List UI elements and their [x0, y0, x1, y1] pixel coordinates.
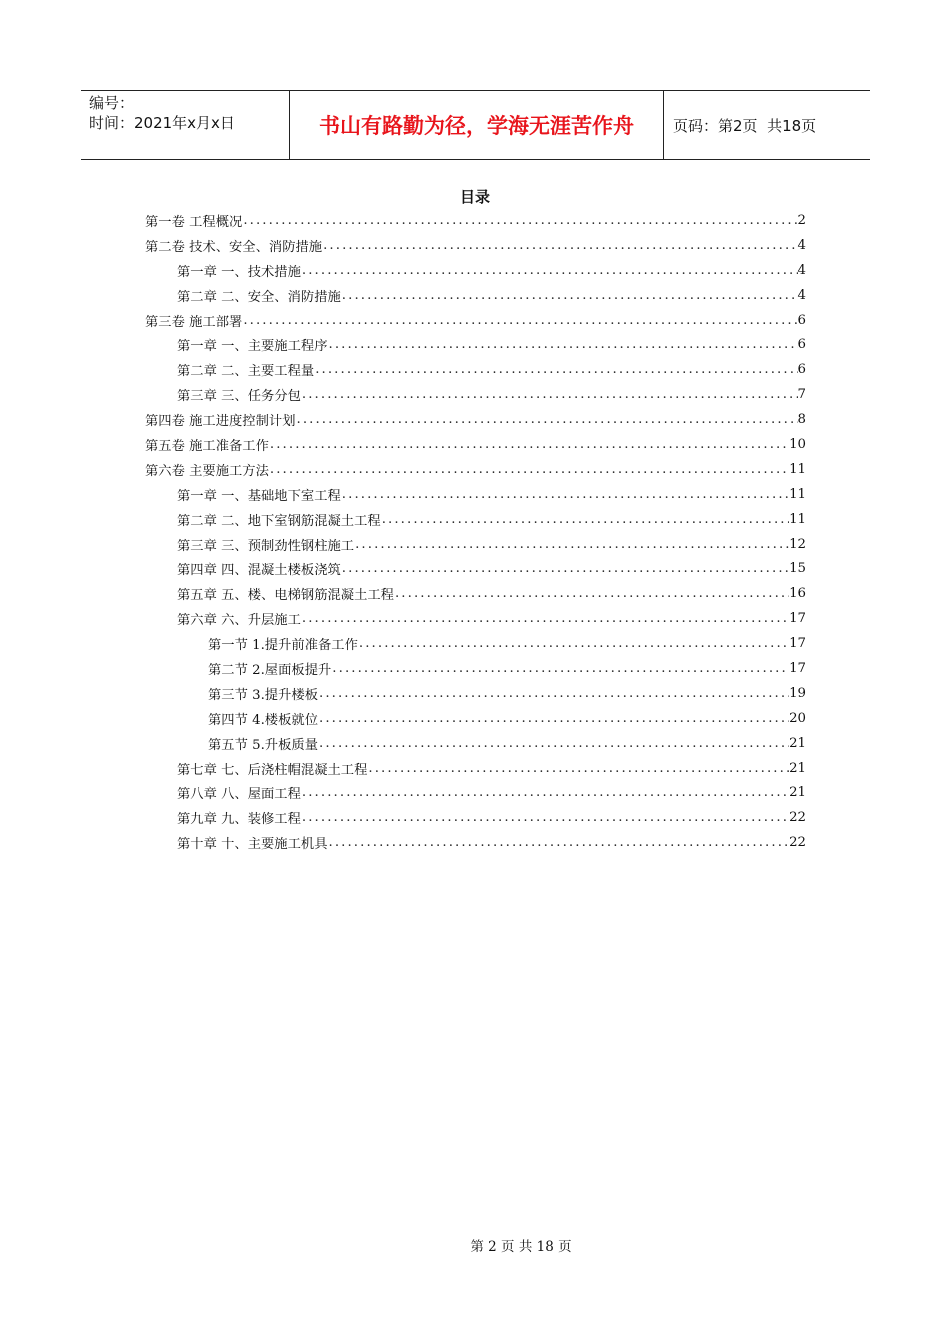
toc-entry-label: 第三章 三、预制劲性钢柱施工 [177, 538, 355, 554]
toc-entry[interactable] [145, 756, 806, 781]
toc-entry[interactable] [145, 556, 806, 581]
toc-entry[interactable] [145, 780, 806, 805]
page-footer: 第 2 页 共 18 页 [470, 1239, 572, 1255]
toc-entry-page: 20 [789, 710, 806, 726]
toc-entry[interactable] [145, 532, 806, 557]
toc-entry[interactable] [145, 382, 806, 407]
toc-entry-page: 17 [789, 660, 806, 676]
toc-dot-leader [242, 313, 797, 328]
toc-dot-leader [322, 238, 797, 253]
toc-dot-leader [367, 761, 789, 776]
page-header [81, 90, 870, 160]
document-code-label: 编号： [89, 94, 135, 112]
toc-entry-page: 12 [789, 536, 806, 552]
toc-entry[interactable] [145, 656, 806, 681]
toc-dot-leader [301, 810, 789, 825]
toc-entry-page: 16 [789, 586, 806, 602]
table-of-contents [145, 208, 806, 855]
toc-entry-label: 第一节 1.提升前准备工作 [208, 638, 358, 654]
toc-entry[interactable] [145, 830, 806, 855]
toc-entry-page: 4 [797, 262, 806, 278]
toc-dot-leader [331, 661, 789, 676]
toc-entry-label: 第三卷 施工部署 [145, 314, 243, 330]
toc-entry-label: 第四节 4.楼板就位 [208, 712, 318, 728]
toc-entry-page: 17 [789, 611, 806, 627]
toc-entry-page: 2 [797, 212, 806, 228]
toc-dot-leader [301, 785, 789, 800]
toc-entry-page: 22 [789, 810, 806, 826]
toc-entry-page: 21 [789, 735, 806, 751]
toc-entry-label: 第一卷 工程概况 [145, 214, 243, 230]
document-date: 时间：2021年x月x日 [89, 114, 235, 132]
toc-dot-leader [314, 362, 797, 377]
toc-entry[interactable] [145, 432, 806, 457]
toc-dot-leader [242, 213, 797, 228]
toc-entry-page: 15 [789, 561, 806, 577]
toc-entry[interactable] [145, 805, 806, 830]
toc-entry-page: 6 [797, 362, 806, 378]
toc-entry[interactable] [145, 457, 806, 482]
toc-entry-page: 4 [797, 237, 806, 253]
toc-dot-leader [358, 636, 789, 651]
toc-entry-label: 第三章 三、任务分包 [177, 389, 301, 405]
toc-entry-label: 第一章 一、基础地下室工程 [177, 488, 341, 504]
toc-entry-label: 第八章 八、屋面工程 [177, 787, 301, 803]
toc-dot-leader [328, 337, 798, 352]
toc-entry-label: 第五章 五、楼、电梯钢筋混凝土工程 [177, 588, 394, 604]
toc-entry-page: 6 [797, 337, 806, 353]
toc-dot-leader [269, 437, 789, 452]
toc-entry[interactable] [145, 283, 806, 308]
toc-entry-page: 19 [789, 685, 806, 701]
toc-entry-label: 第二章 二、地下室钢筋混凝土工程 [177, 513, 381, 529]
toc-entry-label: 第一章 一、主要施工程序 [177, 339, 328, 355]
toc-dot-leader [354, 537, 789, 552]
toc-entry-label: 第一章 一、技术措施 [177, 264, 301, 280]
toc-dot-leader [394, 586, 789, 601]
toc-entry[interactable] [145, 507, 806, 532]
toc-entry-page: 22 [789, 835, 806, 851]
toc-entry-label: 第四卷 施工进度控制计划 [145, 414, 296, 430]
toc-entry-page: 17 [789, 636, 806, 652]
toc-entry[interactable] [145, 407, 806, 432]
toc-entry-page: 21 [789, 785, 806, 801]
toc-dot-leader [269, 462, 789, 477]
toc-entry[interactable] [145, 482, 806, 507]
toc-entry[interactable] [145, 606, 806, 631]
toc-entry-label: 第二卷 技术、安全、消防措施 [145, 239, 323, 255]
toc-dot-leader [301, 263, 798, 278]
toc-entry-page: 21 [789, 760, 806, 776]
toc-entry[interactable] [145, 208, 806, 233]
toc-entry-label: 第六卷 主要施工方法 [145, 463, 269, 479]
toc-entry[interactable] [145, 233, 806, 258]
toc-entry-page: 7 [797, 387, 806, 403]
toc-dot-leader [381, 512, 789, 527]
toc-entry[interactable] [145, 332, 806, 357]
toc-dot-leader [328, 835, 790, 850]
toc-entry-page: 10 [789, 436, 806, 452]
toc-dot-leader [296, 412, 798, 427]
toc-entry[interactable] [145, 308, 806, 333]
header-motto: 书山有路勤为径，学海无涯苦作舟 [290, 91, 664, 159]
toc-entry-page: 11 [789, 511, 806, 527]
toc-dot-leader [318, 711, 789, 726]
toc-entry-label: 第二章 二、安全、消防措施 [177, 289, 341, 305]
toc-entry-page: 11 [789, 461, 806, 477]
toc-entry-page: 8 [797, 412, 806, 428]
toc-entry-page: 6 [797, 312, 806, 328]
toc-entry-label: 第二节 2.屋面板提升 [208, 662, 332, 678]
toc-dot-leader [341, 288, 798, 303]
toc-entry-label: 第九章 九、装修工程 [177, 812, 301, 828]
toc-dot-leader [301, 387, 798, 402]
toc-entry-page: 11 [789, 486, 806, 502]
header-meta [81, 91, 290, 159]
toc-dot-leader [318, 686, 789, 701]
header-page-number: 页码：第2页 共18页 [673, 116, 817, 135]
toc-entry-label: 第五节 5.升板质量 [208, 737, 318, 753]
toc-entry[interactable] [145, 357, 806, 382]
toc-dot-leader [318, 736, 789, 751]
toc-dot-leader [341, 561, 789, 576]
toc-entry[interactable] [145, 681, 806, 706]
toc-entry-page: 4 [797, 287, 806, 303]
toc-entry[interactable] [145, 581, 806, 606]
toc-entry[interactable] [145, 631, 806, 656]
toc-entry-label: 第五卷 施工准备工作 [145, 438, 269, 454]
toc-entry-label: 第四章 四、混凝土楼板浇筑 [177, 563, 341, 579]
toc-entry[interactable] [145, 258, 806, 283]
toc-title: 目录 [459, 188, 490, 206]
toc-entry[interactable] [145, 706, 806, 731]
toc-entry-label: 第二章 二、主要工程量 [177, 364, 315, 380]
toc-entry[interactable] [145, 731, 806, 756]
toc-dot-leader [341, 487, 789, 502]
toc-dot-leader [301, 611, 789, 626]
toc-entry-label: 第十章 十、主要施工机具 [177, 837, 328, 853]
toc-entry-label: 第三节 3.提升楼板 [208, 687, 318, 703]
toc-entry-label: 第七章 七、后浇柱帽混凝土工程 [177, 762, 368, 778]
toc-entry-label: 第六章 六、升层施工 [177, 613, 301, 629]
